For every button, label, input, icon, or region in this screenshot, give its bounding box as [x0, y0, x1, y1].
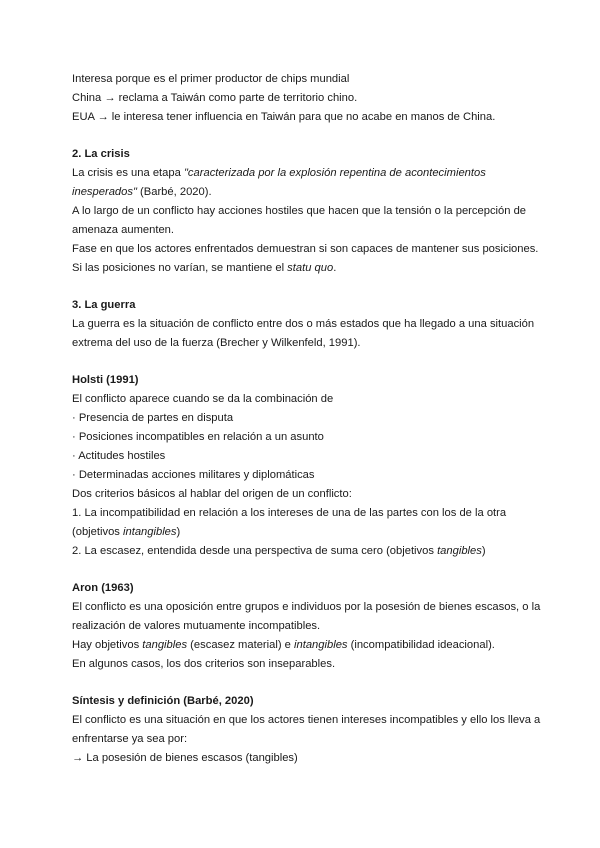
sintesis-line-2: enfrentarse ya sea por: — [72, 733, 188, 745]
crisis-heading: 2. La crisis — [72, 148, 130, 160]
intro-section — [72, 70, 542, 127]
crisis-p4-end: . — [333, 262, 337, 274]
aron-line-2: realización de valores mutuamente incompatibles. — [72, 620, 321, 632]
crisis-quote: "caracterizada por la explosión repentina de acontecimientos — [183, 167, 486, 179]
holsti-intro: El conflicto aparece cuando se da la combinación de — [72, 393, 334, 405]
crisis-paragraph-1-line-2 — [72, 183, 542, 202]
holsti-c1-emphasis: intangibles — [123, 526, 177, 538]
crisis-section — [72, 145, 542, 278]
guerra-section — [72, 296, 542, 353]
holsti-criterion-1-line-2 — [72, 523, 542, 542]
guerra-line-2: extrema del uso de la fuerza (Brecher y Wilkenfeld, 1991). — [72, 337, 361, 349]
spacer — [72, 353, 542, 371]
holsti-item: · Presencia de partes en disputa — [72, 412, 234, 424]
holsti-c2-emphasis: tangibles — [437, 545, 482, 557]
document-page — [72, 70, 542, 768]
guerra-heading: 3. La guerra — [72, 299, 136, 311]
crisis-text: La crisis es una etapa — [72, 167, 184, 179]
aron-line-3 — [72, 636, 542, 655]
spacer — [72, 561, 542, 579]
holsti-heading: Holsti (1991) — [72, 374, 139, 386]
holsti-criterion-2 — [72, 542, 542, 561]
aron-l3-end: (incompatibilidad ideacional). — [347, 639, 495, 651]
aron-l3-text: Hay objetivos — [72, 639, 143, 651]
crisis-paragraph-1-line-1 — [72, 164, 542, 183]
crisis-paragraph-4 — [72, 259, 542, 278]
sintesis-line-1: El conflicto es una situación en que los actores tienen intereses incompatibles y ello los lleva a — [72, 714, 541, 726]
holsti-c2-end: ) — [481, 545, 486, 557]
guerra-line-1: La guerra es la situación de conflicto entre dos o más estados que ha llegado a una situación — [72, 318, 535, 330]
sintesis-section — [72, 692, 542, 768]
holsti-c1-text: (objetivos — [72, 526, 123, 538]
aron-l3-middle: (escasez material) e — [187, 639, 295, 651]
sintesis-line-3: → La posesión de bienes escasos (tangibles) — [72, 752, 298, 764]
intro-line-1: Interesa porque es el primer productor de chips mundial — [72, 73, 350, 85]
crisis-paragraph-3: Fase en que los actores enfrentados demuestran si son capaces de mantener sus posiciones. — [72, 243, 539, 255]
aron-line-1: El conflicto es una oposición entre grupos e individuos por la posesión de bienes escasos, o la — [72, 601, 541, 613]
crisis-p4-emphasis: statu quo — [287, 262, 334, 274]
holsti-item: · Determinadas acciones militares y diplomáticas — [72, 469, 315, 481]
spacer — [72, 127, 542, 145]
aron-l3-emphasis-2: intangibles — [294, 639, 348, 651]
crisis-paragraph-2-line-1: A lo largo de un conflicto hay acciones hostiles que hacen que la tensión o la percepción de — [72, 205, 527, 217]
spacer — [72, 278, 542, 296]
spacer — [72, 674, 542, 692]
sintesis-heading: Síntesis y definición (Barbé, 2020) — [72, 695, 254, 707]
crisis-citation: (Barbé, 2020). — [136, 186, 212, 198]
holsti-c1-end: ) — [176, 526, 181, 538]
intro-line-2: China → reclama a Taiwán como parte de territorio chino. — [72, 92, 358, 104]
aron-section — [72, 579, 542, 674]
holsti-item: · Actitudes hostiles — [72, 450, 166, 462]
crisis-quote-end: inesperados" — [72, 186, 137, 198]
crisis-paragraph-2-line-2: amenaza aumenten. — [72, 224, 174, 236]
aron-line-4: En algunos casos, los dos criterios son inseparables. — [72, 658, 336, 670]
holsti-c2-text: 2. La escasez, entendida desde una perspectiva de suma cero (objetivos — [72, 545, 438, 557]
intro-line-3: EUA → le interesa tener influencia en Taiwán para que no acabe en manos de China. — [72, 111, 496, 123]
crisis-p4-text: Si las posiciones no varían, se mantiene el — [72, 262, 288, 274]
aron-l3-emphasis-1: tangibles — [142, 639, 188, 651]
holsti-section — [72, 371, 542, 561]
holsti-criteria-intro: Dos criterios básicos al hablar del origen de un conflicto: — [72, 488, 352, 500]
aron-heading: Aron (1963) — [72, 582, 134, 594]
holsti-criterion-1-line-1: 1. La incompatibilidad en relación a los intereses de una de las partes con los de la otra — [72, 507, 507, 519]
holsti-item: · Posiciones incompatibles en relación a un asunto — [72, 431, 324, 443]
